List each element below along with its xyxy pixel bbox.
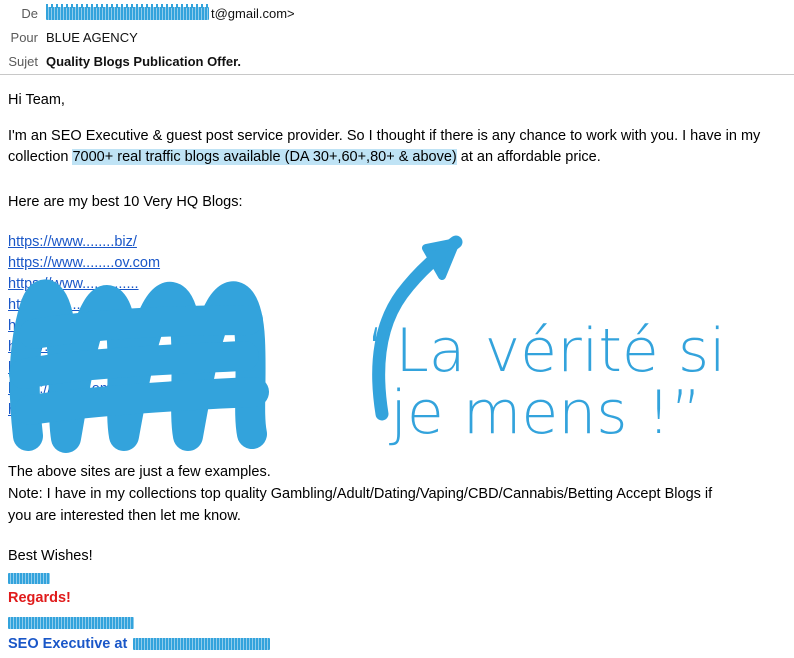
from-value <box>46 6 295 21</box>
blog-link-list <box>8 232 428 421</box>
blog-link[interactable]: https://.......x.c...... <box>8 402 123 418</box>
intro-paragraph <box>8 126 778 168</box>
email-header <box>0 0 794 75</box>
blog-link[interactable]: http://................. <box>8 339 113 355</box>
after-list-line-1: The above sites are just a few examples. <box>8 464 271 480</box>
after-list-line-3: you are interested then let me know. <box>8 508 241 524</box>
signature-name-redacted <box>8 570 50 588</box>
to-value: BLUE AGENCY <box>46 29 138 45</box>
redaction-scribble-role-company <box>133 638 270 650</box>
header-row-from <box>0 2 794 24</box>
email-body <box>0 74 794 658</box>
regards-text: Regards! <box>8 590 71 606</box>
blog-link[interactable]: https://www........biz/ <box>8 234 137 250</box>
redaction-scribble-company <box>8 617 134 629</box>
header-row-subject <box>0 50 794 72</box>
intro-highlight: 7000+ real traffic blogs available (DA 30+,60+,80+ & above) <box>72 149 457 165</box>
subject-value: Quality Blogs Publication Offer. <box>46 53 242 69</box>
intro-part-1: I'm an SEO Executive & guest post service provider. So I thought if there is any chance to work with you. I have in my collection <box>8 128 761 165</box>
from-address-suffix: t@gmail.com> <box>211 5 295 21</box>
blog-link[interactable]: https://............... <box>8 360 112 376</box>
annotation-text-line-1: “La vérité si <box>366 316 726 386</box>
to-label: Pour <box>10 29 38 45</box>
greeting-text: Hi Team, <box>8 92 65 108</box>
redaction-scribble-name <box>8 573 50 584</box>
signature-role <box>8 636 270 652</box>
header-row-to <box>0 26 794 48</box>
blog-link[interactable]: https://www........ov.com <box>8 255 161 271</box>
blog-link[interactable]: https://..........om <box>8 381 112 397</box>
subject-label: Sujet <box>8 53 38 69</box>
signature-role-label: SEO Executive at <box>8 636 128 652</box>
annotation-text-line-2: je mens !” <box>390 378 702 448</box>
after-list-line-2: Note: I have in my collections top quality Gambling/Adult/Dating/Vaping/CBD/Cannabis/Betting Accept Blogs if <box>8 486 713 502</box>
closing-text: Best Wishes! <box>8 548 93 564</box>
redaction-scribble-from <box>46 7 209 20</box>
intro-part-2: at an affordable price. <box>456 149 601 165</box>
blog-link[interactable]: http://.................. <box>8 297 117 313</box>
list-intro-text: Here are my best 10 Very HQ Blogs: <box>8 194 243 210</box>
blog-link[interactable]: https://www.............. <box>8 276 139 292</box>
blog-link[interactable]: https://................ <box>8 318 116 334</box>
signature-company-redacted <box>8 614 134 632</box>
from-label: De <box>21 5 38 21</box>
